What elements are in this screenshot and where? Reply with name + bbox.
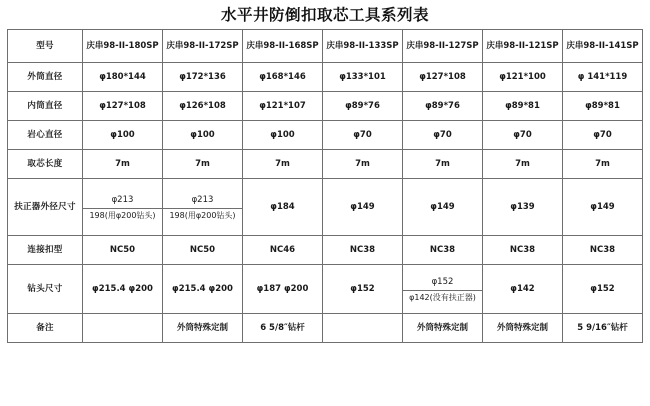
cell-stabilizer-od-6: φ139: [483, 179, 563, 236]
cell-remarks-4: [323, 314, 403, 343]
cell-bit-size-5: [403, 265, 483, 314]
cell-inner-diameter-2: φ126*108: [163, 92, 243, 121]
cell-bit-size-4: φ152: [323, 265, 403, 314]
cell-core-length-6: 7m: [483, 150, 563, 179]
row-label-remarks: 备注: [8, 314, 83, 343]
cell-core-length-1: 7m: [83, 150, 163, 179]
cell-core-length-3: 7m: [243, 150, 323, 179]
cell-inner-diameter-4: φ89*76: [323, 92, 403, 121]
cell-stabilizer-od-2-value: φ213: [191, 194, 214, 205]
cell-core-length-4: 7m: [323, 150, 403, 179]
cell-outer-diameter-4: φ133*101: [323, 63, 403, 92]
column-header-model: 型号: [8, 30, 83, 63]
cell-core-diameter-2: φ100: [163, 121, 243, 150]
column-header-2: 庆串98-II-172SP: [163, 30, 243, 63]
cell-bit-size-7: φ152: [563, 265, 643, 314]
cell-remarks-6: 外筒特殊定制: [483, 314, 563, 343]
cell-core-diameter-1: φ100: [83, 121, 163, 150]
row-label-core-diameter: 岩心直径: [8, 121, 83, 150]
cell-divider: [402, 290, 483, 291]
cell-outer-diameter-5: φ127*108: [403, 63, 483, 92]
cell-stabilizer-od-2: [163, 179, 243, 236]
cell-inner-diameter-5: φ89*76: [403, 92, 483, 121]
column-header-7: 庆串98-II-141SP: [563, 30, 643, 63]
table-row: [8, 265, 643, 314]
column-header-6: 庆串98-II-121SP: [483, 30, 563, 63]
cell-bit-size-1: φ215.4 φ200: [83, 265, 163, 314]
row-label-outer-diameter: 外筒直径: [8, 63, 83, 92]
cell-stabilizer-od-4: φ149: [323, 179, 403, 236]
spec-table: [7, 29, 643, 343]
row-label-stabilizer-od: 扶正器外径尺寸: [8, 179, 83, 236]
table-row: [8, 314, 643, 343]
cell-connection-type-6: NC38: [483, 236, 563, 265]
cell-outer-diameter-3: φ168*146: [243, 63, 323, 92]
cell-inner-diameter-3: φ121*107: [243, 92, 323, 121]
cell-connection-type-4: NC38: [323, 236, 403, 265]
cell-divider: [162, 208, 243, 209]
row-label-core-length: 取芯长度: [8, 150, 83, 179]
cell-inner-diameter-1: φ127*108: [83, 92, 163, 121]
cell-inner-diameter-6: φ89*81: [483, 92, 563, 121]
cell-core-diameter-4: φ70: [323, 121, 403, 150]
column-header-3: 庆串98-II-168SP: [243, 30, 323, 63]
cell-connection-type-2: NC50: [163, 236, 243, 265]
cell-stabilizer-od-5: φ149: [403, 179, 483, 236]
table-row: [8, 92, 643, 121]
cell-inner-diameter-7: φ89*81: [563, 92, 643, 121]
cell-bit-size-5-note: φ142(没有扶正器): [409, 292, 476, 302]
cell-stabilizer-od-7: φ149: [563, 179, 643, 236]
cell-connection-type-7: NC38: [563, 236, 643, 265]
row-label-bit-size: 钻头尺寸: [8, 265, 83, 314]
column-header-5: 庆串98-II-127SP: [403, 30, 483, 63]
cell-bit-size-2: φ215.4 φ200: [163, 265, 243, 314]
table-row: [8, 236, 643, 265]
cell-connection-type-3: NC46: [243, 236, 323, 265]
column-header-4: 庆串98-II-133SP: [323, 30, 403, 63]
table-row: [8, 179, 643, 236]
cell-remarks-5: 外筒特殊定制: [403, 314, 483, 343]
cell-bit-size-3: φ187 φ200: [243, 265, 323, 314]
cell-divider: [82, 208, 163, 209]
cell-bit-size-6: φ142: [483, 265, 563, 314]
cell-stabilizer-od-1-value: φ213: [111, 194, 134, 205]
cell-core-length-7: 7m: [563, 150, 643, 179]
cell-core-diameter-7: φ70: [563, 121, 643, 150]
cell-core-diameter-5: φ70: [403, 121, 483, 150]
cell-stabilizer-od-1-note: 198(用φ200钻头): [89, 210, 156, 220]
cell-outer-diameter-6: φ121*100: [483, 63, 563, 92]
cell-connection-type-1: NC50: [83, 236, 163, 265]
row-label-connection-type: 连接扣型: [8, 236, 83, 265]
table-row: [8, 150, 643, 179]
cell-outer-diameter-2: φ172*136: [163, 63, 243, 92]
cell-bit-size-5-value: φ152: [431, 276, 454, 287]
table-row: [8, 63, 643, 92]
cell-remarks-3: 6 5/8″钻杆: [243, 314, 323, 343]
cell-remarks-2: 外筒特殊定制: [163, 314, 243, 343]
cell-stabilizer-od-1: [83, 179, 163, 236]
table-row: [8, 121, 643, 150]
row-label-inner-diameter: 内筒直径: [8, 92, 83, 121]
cell-outer-diameter-1: φ180*144: [83, 63, 163, 92]
cell-connection-type-5: NC38: [403, 236, 483, 265]
cell-core-length-5: 7m: [403, 150, 483, 179]
column-header-1: 庆串98-II-180SP: [83, 30, 163, 63]
cell-core-diameter-3: φ100: [243, 121, 323, 150]
cell-remarks-7: 5 9/16″钻杆: [563, 314, 643, 343]
cell-core-length-2: 7m: [163, 150, 243, 179]
cell-core-diameter-6: φ70: [483, 121, 563, 150]
table-header-row: [8, 30, 643, 63]
document-page: [0, 6, 650, 406]
page-title: 水平井防倒扣取芯工具系列表: [220, 6, 429, 24]
cell-outer-diameter-7: φ 141*119: [563, 63, 643, 92]
cell-remarks-1: [83, 314, 163, 343]
cell-stabilizer-od-2-note: 198(用φ200钻头): [169, 210, 236, 220]
cell-stabilizer-od-3: φ184: [243, 179, 323, 236]
